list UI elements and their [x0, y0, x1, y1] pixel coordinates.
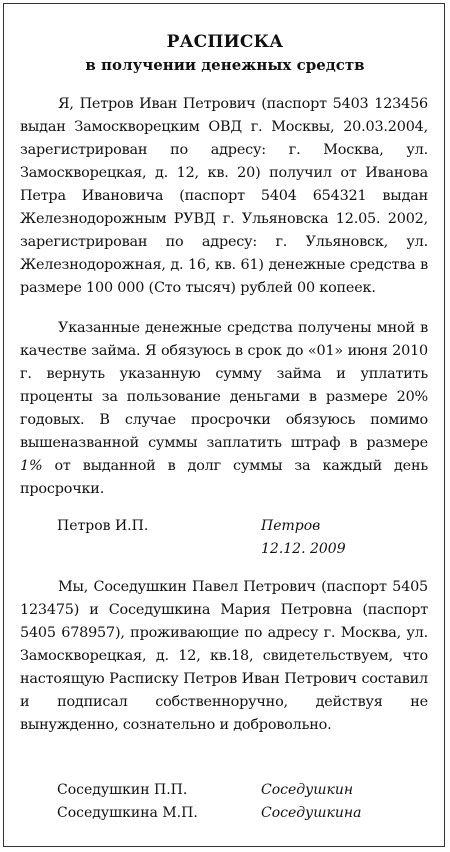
witness-1-name: Соседушкин П.П.	[57, 782, 188, 798]
loan-terms-text: Указанные денежные средства получены мной в качестве займа. Я обязуюсь в срок до «01» июня 2010 г. вернуть указанную сумму займа и уплатить проценты за пользование деньгами в размере 20% годовых. В случае просрочки обязуюсь помимо вышеназванной суммы заплатить штраф в размере	[20, 320, 428, 451]
document-title: РАСПИСКА	[166, 32, 284, 52]
loan-terms-text-end: от выданной в долг суммы за каждый день просрочки.	[20, 458, 428, 497]
document-subtitle: в получении денежных средств	[85, 56, 365, 74]
paragraph-loan-receipt: Я, Петров Иван Петрович (паспорт 5403 123456 выдан Замоскворецким ОВД г. Москвы, 20.03.2004, зарегистрирован по адресу: г. Москва, ул. Замоскворецкая, д. 12, кв. 20) получил от Иванова Петра Ивановича (паспорт 5404 654321 выдан Железнодорожным РУВД г. Ульяновска 12.05. 2002, зарегистрирован по адресу: г. Ульяновск, ул. Железнодорожная, д. 16, кв. 61) денежные средства в размере 100 000 (Сто тысяч) рублей 00 копеек.	[20, 96, 428, 296]
witness-2-name: Соседушкина М.П.	[57, 805, 198, 821]
paragraph-witness-statement: Мы, Соседушкин Павел Петрович (паспорт 5405 123475) и Соседушкина Мария Петровна (паспорт 5405 678957), проживающие по адресу г. Москва, ул. Замоскворецкая, д. 12, кв.18, свидетельствуем, что настоящую Расписку Петров Иван Петрович составил и подписал собственноручно, действуя не вынужденно, сознательно и добровольно.	[20, 579, 428, 733]
borrower-name: Петров И.П.	[57, 518, 149, 534]
witness-1-signature: Соседушкин	[261, 782, 354, 798]
witness-2-signature: Соседушкина	[261, 805, 362, 821]
penalty-percent: 1%	[20, 458, 43, 474]
paragraph-loan-terms	[20, 317, 428, 501]
signature-date: 12.12. 2009	[261, 541, 346, 557]
borrower-signature: Петров	[261, 518, 321, 534]
